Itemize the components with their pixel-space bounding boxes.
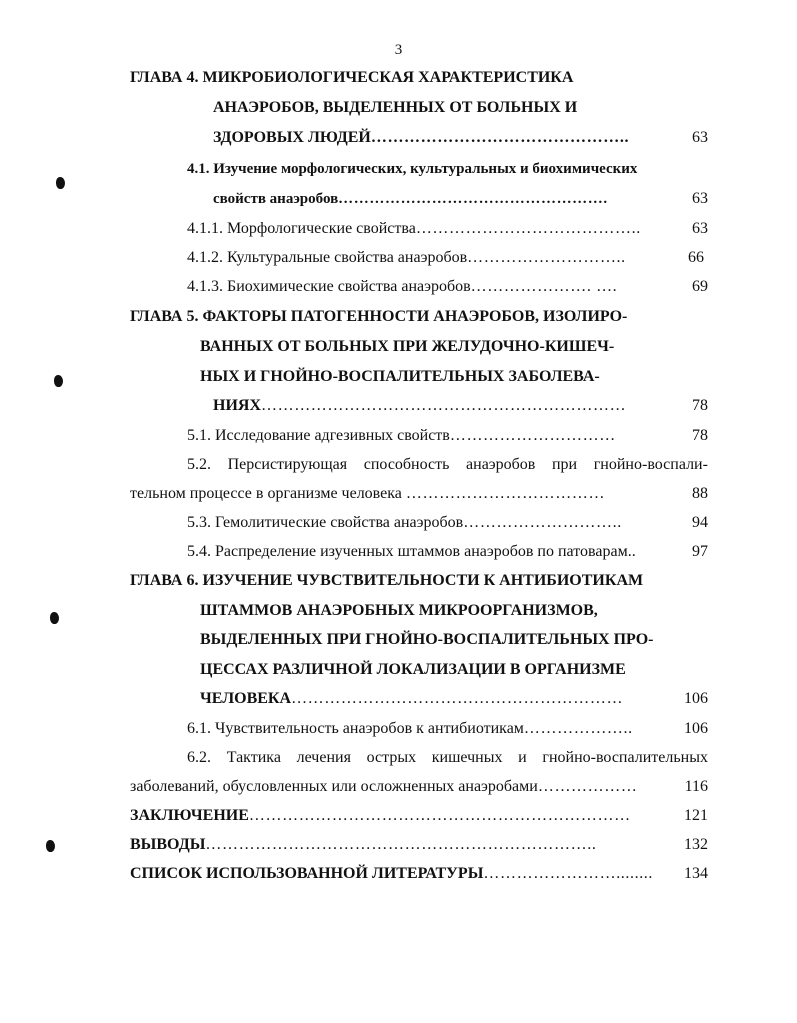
- section-6-2-line-2: [130, 777, 637, 797]
- section-5-2-line-1: [187, 455, 708, 475]
- word: гнойно-воспали-: [593, 456, 708, 473]
- section-4-1-1-title: 4.1.1. Морфологические свойства: [187, 220, 416, 237]
- section-6-1-page: 106: [684, 720, 708, 737]
- word: при: [551, 456, 578, 473]
- leader-dots: ………………………………: [405, 485, 606, 502]
- section-4-1-2-page: 66: [688, 249, 704, 266]
- leader-dots: …………………. ….: [470, 278, 618, 295]
- leader-dots: ……………………………………………………………..: [205, 836, 597, 853]
- word: анаэробов: [466, 456, 536, 473]
- section-5-2-title-end: тельном процессе в организме человека: [130, 485, 402, 502]
- leader-dots: …………………………………………………………: [261, 397, 627, 414]
- word: острых: [366, 749, 417, 766]
- binding-hole-mark: [56, 177, 65, 189]
- leader-dots: ………………………………………..: [370, 129, 630, 146]
- chapter-4-title-text: ЗДОРОВЫХ ЛЮДЕЙ: [213, 129, 371, 146]
- section-6-1-title: 6.1. Чувствительность анаэробов к антибиотикам: [187, 720, 524, 737]
- leader-dots: ………………: [537, 778, 638, 795]
- references-label: СПИСОК ИСПОЛЬЗОВАННОЙ ЛИТЕРАТУРЫ: [130, 865, 484, 882]
- binding-hole-mark: [54, 375, 63, 387]
- chapter-6-title-line-5: [200, 689, 623, 709]
- section-5-1-page: 78: [692, 427, 708, 444]
- section-5-1-title: 5.1. Исследование адгезивных свойств: [187, 427, 450, 444]
- section-5-1: [187, 426, 616, 446]
- binding-hole-mark: [50, 612, 59, 624]
- chapter-6-title-line-1: ГЛАВА 6. ИЗУЧЕНИЕ ЧУВСТВИТЕЛЬНОСТИ К АНТИБИОТИКАМ: [130, 572, 644, 589]
- leader-dots: ………………………..: [463, 514, 622, 531]
- word: гнойно-воспалительных: [542, 749, 708, 766]
- section-4-1-3: [187, 277, 617, 297]
- section-5-4: 5.4. Распределение изученных штаммов анаэробов по патоварам..: [187, 543, 636, 560]
- word: кишечных: [431, 749, 503, 766]
- chapter-6-title-end: ЧЕЛОВЕКА: [200, 690, 292, 707]
- chapter-4-title-line-2: АНАЭРОБОВ, ВЫДЕЛЕННЫХ ОТ БОЛЬНЫХ И: [213, 99, 578, 116]
- page-number: 3: [394, 42, 403, 58]
- leader-dots: ……………………………………………………: [291, 690, 624, 707]
- section-4-1-title: свойств анаэробов: [213, 191, 339, 207]
- word: и: [518, 749, 527, 766]
- leader-dots: ………………..: [523, 720, 633, 737]
- section-5-2-page: 88: [692, 485, 708, 502]
- word: Тактика: [226, 749, 281, 766]
- conclusion-label: ЗАКЛЮЧЕНИЕ: [130, 807, 249, 824]
- chapter-5-page: 78: [692, 397, 708, 414]
- word: 6.2.: [187, 749, 211, 766]
- leader-dots: …………………………: [449, 427, 616, 444]
- chapter-6-title-line-4: ЦЕССАХ РАЗЛИЧНОЙ ЛОКАЛИЗАЦИИ В ОРГАНИЗМЕ: [200, 661, 626, 678]
- section-4-1-line-1: 4.1. Изучение морфологических, культуральных и биохимических: [187, 161, 638, 177]
- word: способность: [363, 456, 450, 473]
- word: лечения: [296, 749, 351, 766]
- section-5-3-page: 94: [692, 514, 708, 531]
- chapter-5-title-line-1: ГЛАВА 5. ФАКТОРЫ ПАТОГЕННОСТИ АНАЭРОБОВ, ИЗОЛИРО-: [130, 308, 628, 325]
- chapter-4-title-line-3: [213, 128, 629, 148]
- leader-dots: ………………………..: [467, 249, 626, 266]
- conclusion-page: 121: [684, 807, 708, 824]
- section-5-4-page: 97: [692, 543, 708, 560]
- section-6-2-page: 116: [684, 778, 708, 795]
- word: 5.2.: [187, 456, 211, 473]
- section-4-1-2: [187, 248, 626, 268]
- section-4-1-1-page: 63: [692, 220, 708, 237]
- section-6-2-line-1: [187, 748, 708, 768]
- findings-entry: [130, 835, 596, 855]
- section-4-1-2-title: 4.1.2. Культуральные свойства анаэробов: [187, 249, 468, 266]
- chapter-6-page: 106: [684, 690, 708, 707]
- chapter-6-title-line-3: ВЫДЕЛЕННЫХ ПРИ ГНОЙНО-ВОСПАЛИТЕЛЬНЫХ ПРО-: [200, 631, 654, 648]
- chapter-4-title-line-1: ГЛАВА 4. МИКРОБИОЛОГИЧЕСКАЯ ХАРАКТЕРИСТИКА: [130, 69, 574, 86]
- findings-label: ВЫВОДЫ: [130, 836, 206, 853]
- chapter-5-title-line-3: НЫХ И ГНОЙНО-ВОСПАЛИТЕЛЬНЫХ ЗАБОЛЕВА-: [200, 368, 600, 385]
- section-5-3: [187, 513, 622, 533]
- chapter-4-page: 63: [692, 129, 708, 146]
- section-4-1-3-title: 4.1.3. Биохимические свойства анаэробов: [187, 278, 471, 295]
- section-4-1-page: 63: [692, 190, 708, 207]
- chapter-5-title-line-2: ВАННЫХ ОТ БОЛЬНЫХ ПРИ ЖЕЛУДОЧНО-КИШЕЧ-: [200, 338, 615, 355]
- references-entry: [130, 864, 653, 884]
- chapter-5-title-line-4: [213, 396, 626, 416]
- word: Персистирующая: [227, 456, 348, 473]
- section-6-2-title-end: заболеваний, обусловленных или осложненных анаэробами: [130, 778, 538, 795]
- leader-dots: ……………………........: [483, 865, 654, 882]
- section-4-1-line-2: [213, 189, 608, 209]
- leader-dots: …………………………………………….: [338, 191, 608, 207]
- conclusion-entry: [130, 806, 631, 826]
- chapter-6-title-line-2: ШТАММОВ АНАЭРОБНЫХ МИКРООРГАНИЗМОВ,: [200, 602, 598, 619]
- references-page: 134: [684, 865, 708, 882]
- section-6-1: [187, 719, 633, 739]
- leader-dots: …………………………………..: [415, 220, 641, 237]
- chapter-5-title-end: НИЯХ: [213, 397, 261, 414]
- section-5-3-title: 5.3. Гемолитические свойства анаэробов: [187, 514, 464, 531]
- section-4-1-1: [187, 219, 641, 239]
- leader-dots: ……………………………………………………………: [248, 807, 631, 824]
- section-5-2-line-2: [130, 484, 605, 504]
- section-4-1-3-page: 69: [692, 278, 708, 295]
- findings-page: 132: [684, 836, 708, 853]
- binding-hole-mark: [46, 840, 55, 852]
